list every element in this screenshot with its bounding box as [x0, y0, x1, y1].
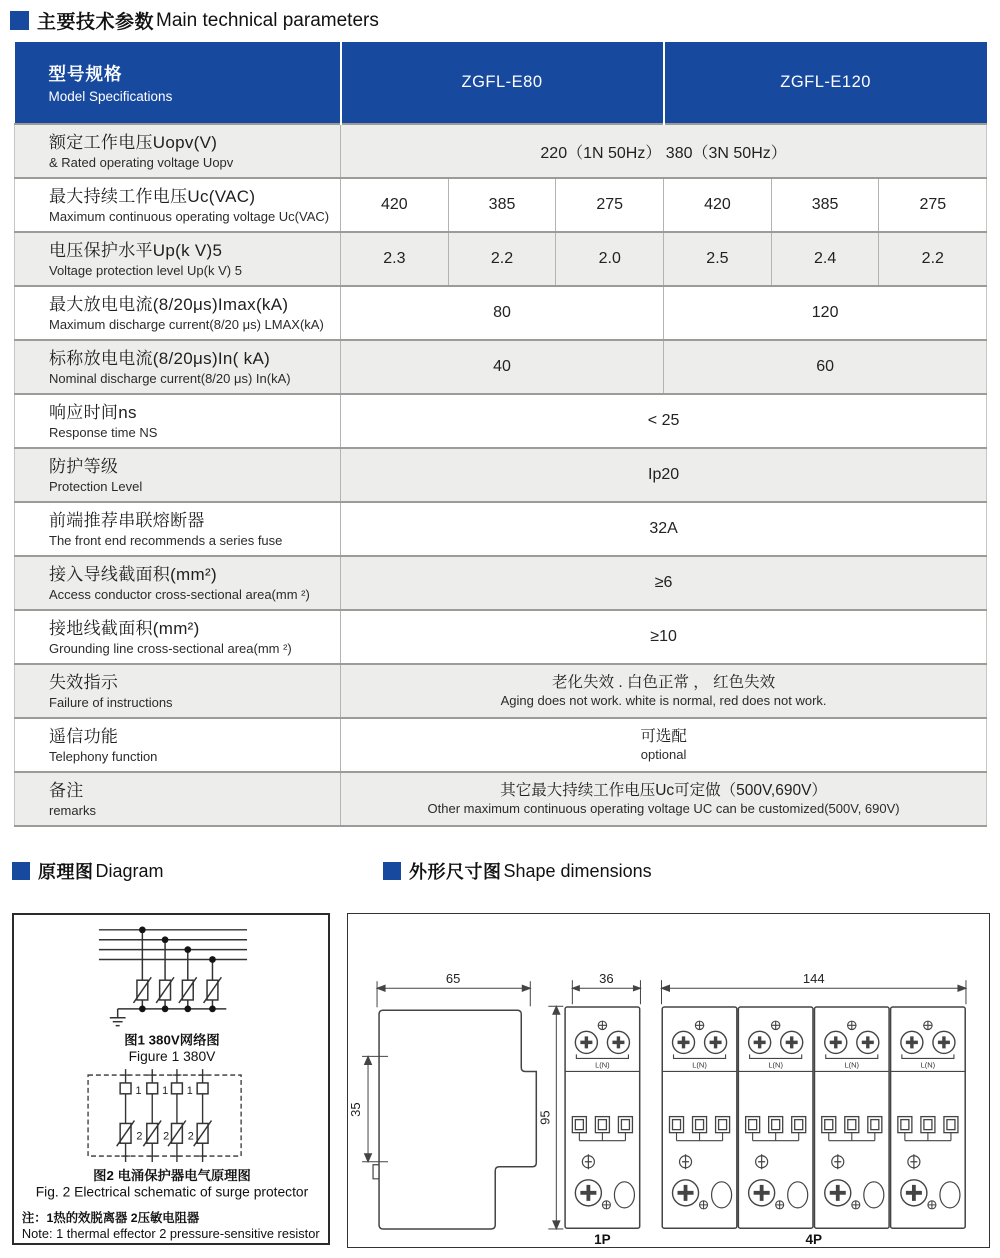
table-row-rated-voltage [15, 124, 987, 178]
figure1-caption-cn: 图1 380V网络图 [124, 1032, 220, 1048]
row-value: 385 [771, 178, 879, 232]
row-value-cn: 其它最大持续工作电压Uc可定做（500V,690V） [500, 782, 827, 799]
row-label [15, 610, 341, 664]
figure2-schematic [88, 1069, 241, 1162]
table-row-max-discharge-current [15, 286, 987, 340]
row-value: 2.4 [771, 232, 879, 286]
table-row-grounding-line-area [15, 610, 987, 664]
varistor-icon [194, 1120, 212, 1146]
row-label-cn: 接入导线截面积(mm²) [49, 564, 217, 584]
row-label-cn: 遥信功能 [49, 726, 119, 746]
figure2-caption-en: Fig. 2 Electrical schematic of surge protector [35, 1183, 309, 1200]
row-label-cn: 接地线截面积(mm²) [49, 618, 200, 638]
row-label-en: Access conductor cross-sectional area(mm ²) [49, 586, 310, 602]
row-value: 385 [448, 178, 556, 232]
row-value: 32A [341, 502, 987, 556]
shape-header-cn: 外形尺寸图 [409, 862, 502, 882]
circuit-diagram-svg [14, 915, 328, 1243]
varistor-icon [117, 1120, 135, 1146]
row-value: 275 [556, 178, 664, 232]
varistor-icon [156, 977, 174, 1003]
row-label-cn: 最大持续工作电压Uc(VAC) [49, 186, 256, 206]
circuit-diagram-box [12, 913, 330, 1245]
row-value [341, 718, 987, 772]
varistor-icon [133, 977, 151, 1003]
table-row-series-fuse [15, 502, 987, 556]
row-label-en: remarks [49, 802, 96, 818]
row-label-cn: 前端推荐串联熔断器 [49, 510, 205, 530]
module-4p-1 [662, 1007, 737, 1228]
figure2-component-labels [135, 1085, 193, 1142]
row-label [15, 448, 341, 502]
row-label-en: Response time NS [49, 424, 158, 440]
row-value [341, 772, 987, 826]
header-model-spec-cell [15, 42, 341, 124]
module-1p [565, 1007, 640, 1228]
row-label-cn: 防护等级 [49, 456, 119, 476]
row-label [15, 394, 341, 448]
row-label-cn: 标称放电电流(8/20μs)In( kA) [49, 348, 271, 368]
varistor-icon [143, 1120, 161, 1146]
dim-side-width: 65 [445, 971, 461, 987]
side-profile-view [373, 1010, 536, 1229]
dim-module-width: 36 [599, 971, 614, 987]
header-label-cn: 型号规格 [48, 64, 123, 84]
comp1-label: 1 [162, 1084, 169, 1097]
section-marker-icon [12, 862, 30, 880]
row-value-en: optional [640, 747, 687, 762]
row-label-cn: 额定工作电压Uopv(V) [49, 132, 218, 152]
row-label-en: Grounding line cross-sectional area(mm ²) [49, 640, 292, 656]
row-label [15, 718, 341, 772]
figures-row [12, 913, 1000, 1248]
shape-dimensions-header [383, 858, 652, 884]
row-label-en: Failure of instructions [49, 694, 173, 710]
module-4p-2 [738, 1007, 813, 1228]
note-cn: 注：1热的效脱离器 2压敏电阻器 [21, 1211, 200, 1226]
row-label [15, 502, 341, 556]
row-value: ≥10 [341, 610, 987, 664]
row-label [15, 556, 341, 610]
table-row-response-time [15, 394, 987, 448]
table-row-remarks [15, 772, 987, 826]
row-label-en: Voltage protection level Up(k V) 5 [49, 262, 242, 278]
main-title-en: Main technical parameters [156, 9, 379, 31]
label-1p: 1P [594, 1231, 611, 1247]
header-label-en: Model Specifications [48, 89, 173, 104]
row-value: < 25 [341, 394, 987, 448]
module-4p-4 [891, 1007, 966, 1228]
header-model-e120: ZGFL-E120 [664, 42, 987, 124]
dim-group-width: 144 [802, 971, 825, 987]
row-value-cn: 老化失效 . 白色正常 ， 红色失效 [552, 674, 776, 691]
row-label [15, 664, 341, 718]
row-value: 2.0 [556, 232, 664, 286]
shape-header-en: Shape dimensions [503, 860, 652, 881]
row-value: 420 [341, 178, 449, 232]
row-label [15, 772, 341, 826]
table-row-nominal-discharge-current [15, 340, 987, 394]
comp1-label: 1 [186, 1084, 193, 1097]
row-value-cn: 可选配 [640, 728, 687, 745]
comp2-label: 2 [136, 1130, 143, 1143]
row-label-cn: 失效指示 [49, 672, 119, 692]
sub-section-headers [0, 858, 1000, 884]
note-en: Note: 1 thermal effector 2 pressure-sensitive resistor [21, 1226, 320, 1242]
diagram-header-cn: 原理图 [38, 862, 94, 882]
row-value-en: Other maximum continuous operating voltage UC can be customized(500V, 690V) [427, 801, 900, 816]
row-label-cn: 响应时间ns [49, 402, 137, 422]
module-4p-3 [814, 1007, 889, 1228]
row-label-en: Maximum discharge current(8/20 μs) LMAX(kA) [49, 316, 324, 332]
row-value: 120 [664, 286, 987, 340]
row-label-en: Nominal discharge current(8/20 μs) In(kA) [49, 370, 291, 386]
row-label-cn: 备注 [49, 780, 84, 800]
row-value: 420 [664, 178, 772, 232]
table-row-max-continuous-voltage [15, 178, 987, 232]
row-label-cn: 电压保护水平Up(k V)5 [49, 240, 223, 260]
row-label-en: Telephony function [49, 748, 158, 764]
row-label-en: Protection Level [49, 478, 143, 494]
figure1-caption-en: Figure 1 380V [128, 1048, 216, 1065]
row-value: 2.2 [879, 232, 987, 286]
table-header-row [15, 42, 987, 124]
row-value: ≥6 [341, 556, 987, 610]
row-value: 2.3 [341, 232, 449, 286]
row-value [341, 664, 987, 718]
table-row-telephony-function [15, 718, 987, 772]
shape-dimensions-box [347, 913, 990, 1248]
dim-clip-height: 35 [348, 1102, 364, 1117]
diagram-header-en: Diagram [95, 860, 164, 881]
section-marker-icon [10, 11, 29, 30]
header-model-e80: ZGFL-E80 [341, 42, 664, 124]
row-label-cn: 最大放电电流(8/20μs)Imax(kA) [49, 294, 289, 314]
varistor-icon [168, 1120, 186, 1146]
figure2-caption-cn: 图2 电涌保护器电气原理图 [93, 1167, 251, 1183]
table-row-access-conductor-area [15, 556, 987, 610]
main-title-cn: 主要技术参数 [37, 12, 155, 33]
comp2-label: 2 [163, 1130, 170, 1143]
row-value: 2.5 [664, 232, 772, 286]
row-value: 2.2 [448, 232, 556, 286]
row-label [15, 178, 341, 232]
section-marker-icon [383, 862, 401, 880]
row-label [15, 286, 341, 340]
comp1-label: 1 [135, 1084, 142, 1097]
dim-body-height: 95 [537, 1110, 553, 1125]
row-label-en: The front end recommends a series fuse [49, 532, 283, 548]
row-value: 80 [341, 286, 664, 340]
row-value: 40 [341, 340, 664, 394]
table-row-voltage-protection-level [15, 232, 987, 286]
label-4p: 4P [805, 1231, 822, 1247]
row-value: 60 [664, 340, 987, 394]
row-label-en: Maximum continuous operating voltage Uc(VAC) [49, 208, 330, 224]
row-label-en: & Rated operating voltage Uopv [49, 154, 234, 170]
row-value: 275 [879, 178, 987, 232]
main-parameters-header [10, 7, 1000, 34]
row-label [15, 340, 341, 394]
comp2-label: 2 [187, 1130, 194, 1143]
row-label [15, 232, 341, 286]
varistor-icon [204, 977, 222, 1003]
row-value: 220（1N 50Hz） 380（3N 50Hz） [341, 124, 987, 178]
row-value: Ip20 [341, 448, 987, 502]
dimensions-svg: L(N) 65 36 144 35 95 1P 4P [348, 914, 989, 1247]
table-row-protection-level [15, 448, 987, 502]
spec-table [14, 42, 987, 827]
row-label [15, 124, 341, 178]
table-row-failure-indication [15, 664, 987, 718]
varistor-icon [179, 977, 197, 1003]
row-value-en: Aging does not work. white is normal, red does not work. [500, 693, 827, 708]
diagram-header [12, 858, 164, 884]
